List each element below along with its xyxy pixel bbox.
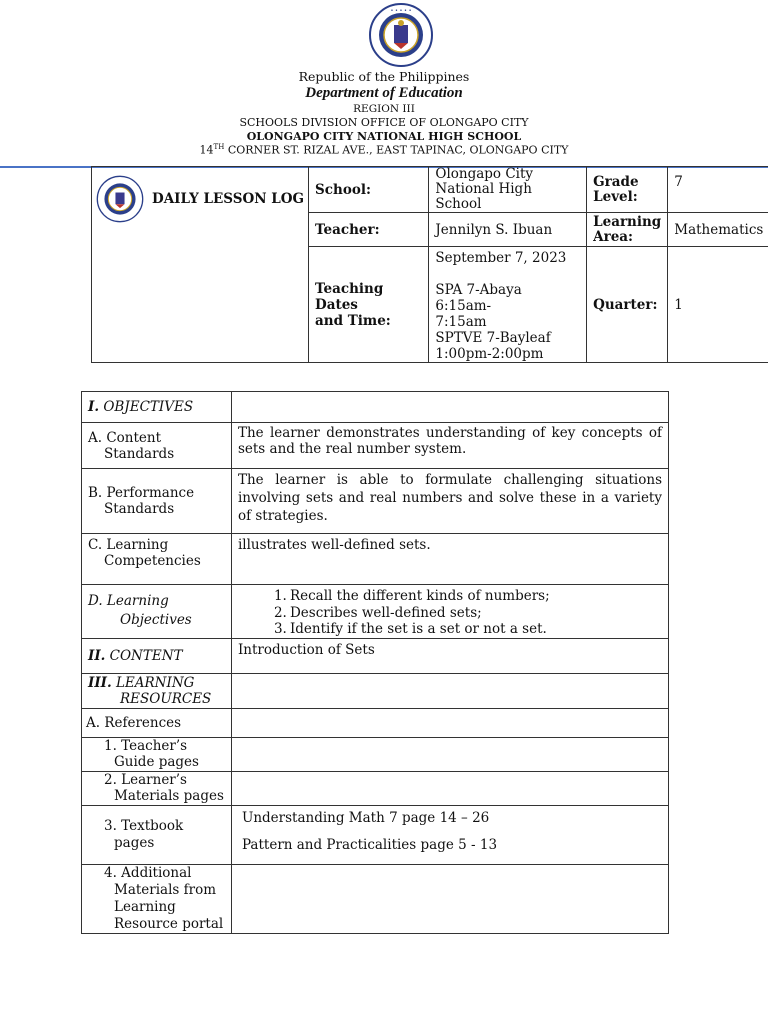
learning-objectives-label: D. Learning Objectives [82, 585, 232, 639]
references-value [231, 708, 668, 737]
grade-value: 7 [668, 167, 768, 213]
republic-line: Republic of the Philippines [298, 69, 470, 84]
objectives-value [231, 392, 668, 423]
teacher-label: Teacher: [309, 213, 429, 247]
content-text: Introduction of Sets [231, 638, 668, 673]
area-label: Learning Area: [587, 213, 668, 247]
daily-lesson-log-table [91, 166, 768, 363]
quarter-value: 1 [668, 247, 768, 363]
performance-standards-text: The learner is able to formulate challenging situations involving sets and real numbers and solve these in a variety of strategies. [231, 469, 668, 534]
competencies-label: C. Learning Competencies [82, 534, 232, 585]
competencies-text: illustrates well-defined sets. [231, 534, 668, 585]
table-row [82, 423, 669, 469]
teachers-guide-label: 1. Teacher’s Guide pages [82, 737, 232, 771]
table-row [82, 708, 669, 737]
table-row [82, 469, 669, 534]
division-line: SCHOOLS DIVISION OFFICE OF OLONGAPO CITY [239, 116, 529, 129]
lesson-plan-table [81, 391, 669, 934]
teacher-value: Jennilyn S. Ibuan [429, 213, 587, 247]
deped-small-seal-icon [96, 175, 144, 223]
list-item: 1. Recall the different kinds of numbers; [273, 588, 550, 604]
table-row [82, 638, 669, 673]
dll-title: DAILY LESSON LOG [152, 191, 305, 207]
learners-materials-value [231, 771, 668, 805]
dll-title-cell [92, 167, 309, 363]
dates-label: Teaching Dates and Time: [309, 247, 429, 363]
table-row [82, 673, 669, 708]
learners-materials-label: 2. Learner’s Materials pages [82, 771, 232, 805]
content-standards-text: The learner demonstrates understanding of key concepts of sets and the real number system. [231, 423, 668, 469]
deped-seal-logo [364, 3, 438, 67]
table-row [82, 585, 669, 639]
area-value: Mathematics [668, 213, 768, 247]
svg-text:• • • • •: • • • • • [390, 8, 412, 14]
list-item: 2. Describes well-defined sets; [273, 604, 482, 621]
content-heading: II. CONTENT [82, 638, 232, 673]
department-line: Department of Education [305, 85, 463, 101]
table-row [82, 805, 669, 864]
address-line: 14TH CORNER ST. RIZAL AVE., EAST TAPINAC, OLONGAPO CITY [199, 143, 569, 157]
additional-materials-label: 4. Additional Materials from Learning Resource portal [82, 864, 232, 933]
dates-value: September 7, 2023 SPA 7-Abaya 6:15am- 7:15am SPTVE 7-Bayleaf 1:00pm-2:00pm [429, 247, 587, 363]
grade-label: Grade Level: [587, 167, 668, 213]
quarter-label: Quarter: [587, 247, 668, 363]
additional-materials-value [231, 864, 668, 933]
school-value: Olongapo City National High School [429, 167, 587, 213]
learning-objectives-list [231, 585, 668, 639]
content-standards-label: A. Content Standards [82, 423, 232, 469]
resources-heading: III. LEARNING RESOURCES [82, 673, 232, 708]
performance-standards-label: B. Performance Standards [82, 469, 232, 534]
school-line: OLONGAPO CITY NATIONAL HIGH SCHOOL [246, 130, 522, 143]
references-label: A. References [82, 708, 232, 737]
textbook-label: 3. Textbook pages [82, 805, 232, 864]
table-row [82, 392, 669, 423]
objectives-heading: I. OBJECTIVES [82, 392, 232, 423]
table-row [82, 771, 669, 805]
table-row [82, 864, 669, 933]
table-row [82, 737, 669, 771]
list-item: 3. Identify if the set is a set or not a set. [273, 621, 547, 637]
teachers-guide-value [231, 737, 668, 771]
resources-value [231, 673, 668, 708]
school-label: School: [309, 167, 429, 213]
table-row [82, 534, 669, 585]
region-line: REGION III [353, 103, 415, 115]
textbook-value: Understanding Math 7 page 14 – 26 Pattern and Practicalities page 5 - 13 [231, 805, 668, 864]
